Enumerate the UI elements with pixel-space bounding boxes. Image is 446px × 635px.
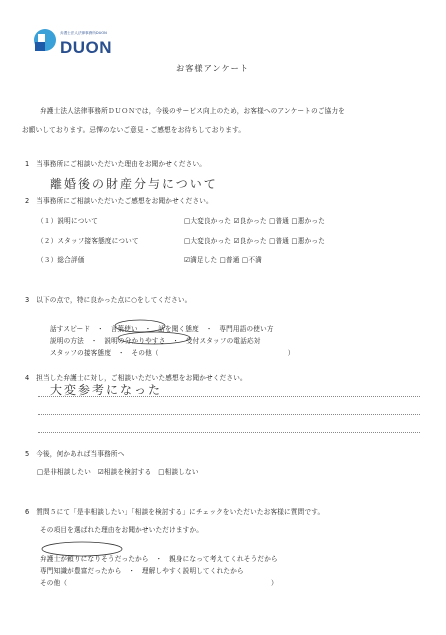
intro-line-2: お願いしております。忌憚のないご意見・ご感想をお待ちしております。 [22,126,246,134]
q6-line-1[interactable]: 弁護士が頼りになりそうだったから ・ 親身になって考えてくれそうだから [40,555,278,563]
question-3: 3 以下の点で，特に良かった点に○をしてください。 [25,296,192,304]
q3-line-1[interactable]: 話すスピード ・ 言葉使い ・ 話を聞く態度 ・ 専門用語の使い方 [50,325,274,333]
q2-row-1-label: （１）説明について [37,217,99,225]
question-6: 6 質問５にて「是非相談したい」「相談を検討する」にチェックをいただいたお客様に質問です。 [25,508,325,516]
q3-line-2[interactable]: 説明の方法 ・ 説明の分かりやすさ ・ 受付スタッフの電話応対 [50,337,261,345]
logo-text: DUON [60,38,113,57]
q2-row-2-label: （２）スタッフ接客態度について [37,237,139,245]
intro-line-1: 弁護士法人法律事務所ＤＵＯＮでは，今後のサービス向上のため，お客様へのアンケートのご協力を [40,107,346,115]
q2-row-1-options[interactable]: □大変良かった ☑良かった □普通 □悪かった [184,217,325,225]
page-title: お客様アンケート [176,63,250,73]
answer-1-handwritten[interactable]: 離婚後の財産分与について [50,177,218,191]
answer-4-handwritten[interactable]: 大変参考になった [50,383,163,397]
question-6-sub: その項目を選ばれた理由をお聞かせいただけますか。 [40,526,204,534]
question-4: 4 担当した弁護士に対し，ご相談いただいた感想をお聞かせください。 [25,374,247,382]
duon-logo-mark [32,27,58,53]
q2-row-2-options[interactable]: □大変良かった ☑良かった □普通 □悪かった [184,237,325,245]
question-1: 1 当事務所にご相談いただいた理由をお聞かせください。 [25,160,207,168]
q3-line-3[interactable]: スタッフの接客態度 ・ その他（ ） [50,349,295,357]
answer-line-1 [38,396,420,397]
q2-row-3-label: （３）総合評価 [37,256,85,264]
q6-line-3[interactable]: その他（ ） [40,579,278,587]
answer-line-2 [38,414,420,415]
question-5: 5 今後，何かあれば当事務所へ [25,450,125,458]
q6-line-2[interactable]: 専門知識が豊富だったから ・ 理解しやすく説明してくれたから [40,567,244,575]
q2-row-3-options[interactable]: ☑満足した □普通 □不満 [184,256,262,264]
answer-line-3 [38,432,420,433]
logo-subtitle: 弁護士法人法律事務所DUON [60,31,107,35]
q5-options[interactable]: □是非相談したい ☑相談を検討する □相談しない [37,468,199,476]
question-2: 2 当事務所にご相談いただいたご感想をお聞かせください。 [25,197,213,205]
